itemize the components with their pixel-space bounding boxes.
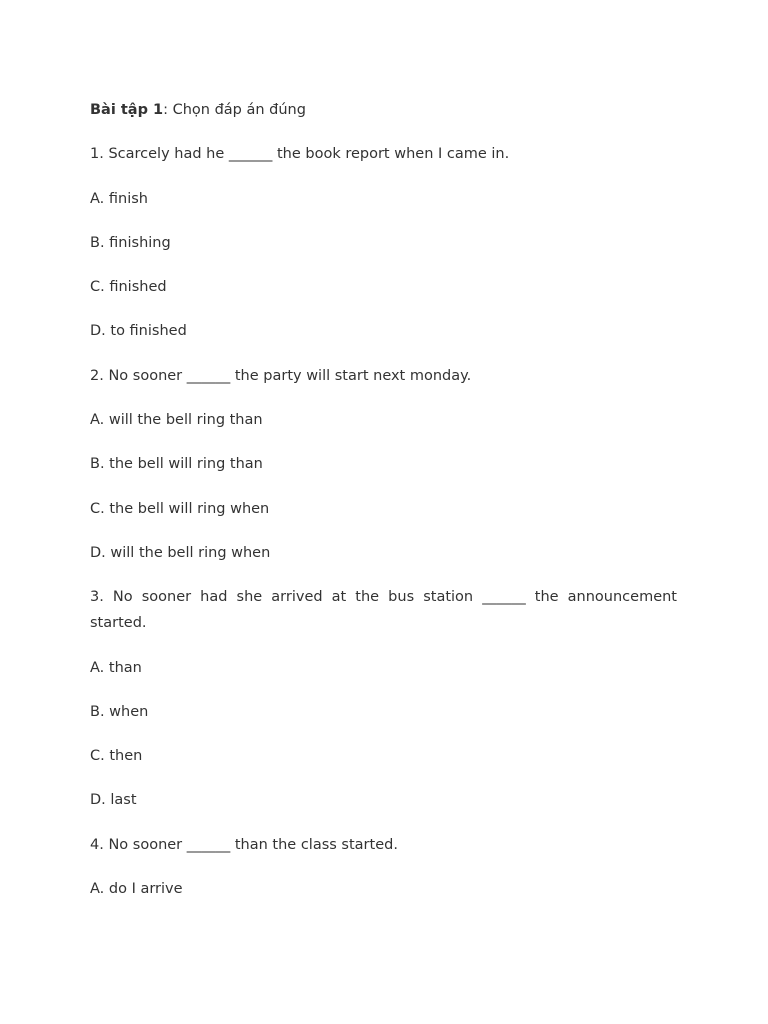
document-page	[90, 97, 677, 920]
exercise-title-rest: : Chọn đáp án đúng	[163, 102, 306, 118]
question-4-prompt: 4. No sooner ______ than the class started.	[90, 836, 398, 853]
exercise-title-bold: Bài tập 1	[90, 102, 164, 118]
exercise-heading	[90, 97, 677, 123]
question-2-option-d: D. will the bell ring when	[90, 544, 271, 561]
question-2-option-c: C. the bell will ring when	[90, 500, 270, 517]
question-3-option-a: A. than	[90, 659, 142, 676]
question-2-prompt: 2. No sooner ______ the party will start next monday.	[90, 367, 472, 384]
question-1-option-c: C. finished	[90, 279, 167, 296]
question-2-option-a: A. will the bell ring than	[90, 412, 263, 429]
question-3-option-c: C. then	[90, 748, 143, 765]
question-1-prompt: 1. Scarcely had he ______ the book report when I came in.	[90, 146, 510, 163]
question-3-option-d: D. last	[90, 792, 137, 809]
question-3-prompt: 3. No sooner had she arrived at the bus station ______ the announcement started.	[90, 589, 677, 632]
question-2-option-b: B. the bell will ring than	[90, 456, 263, 473]
question-1-option-a: A. finish	[90, 190, 148, 207]
question-1-option-b: B. finishing	[90, 234, 171, 251]
question-3-option-b: B. when	[90, 703, 149, 720]
question-1-option-d: D. to finished	[90, 323, 187, 340]
question-4-option-a: A. do I arrive	[90, 881, 183, 898]
